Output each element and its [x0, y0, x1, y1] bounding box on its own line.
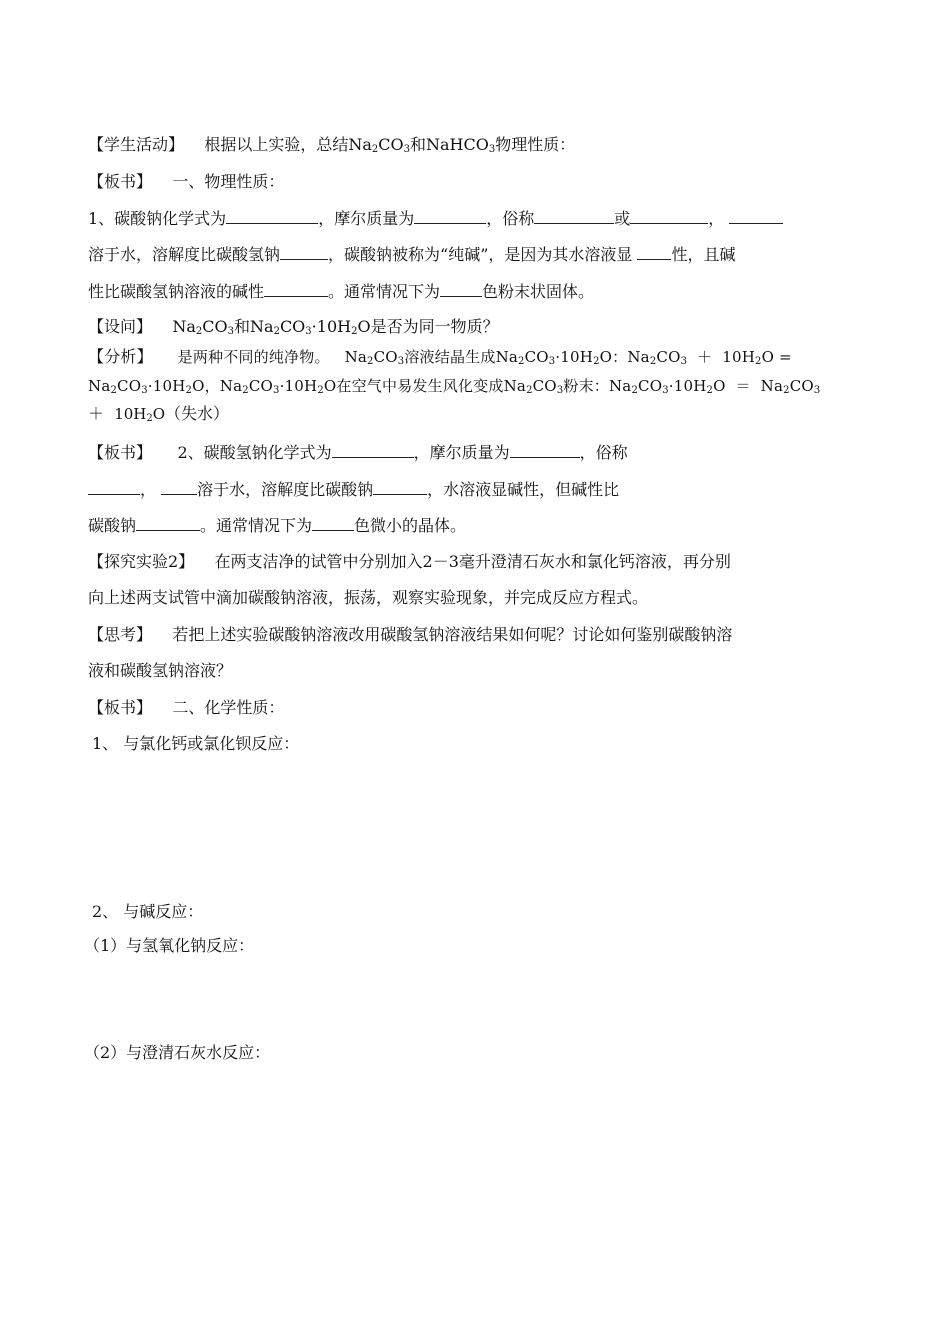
text: O: [599, 348, 613, 366]
text: O: [152, 405, 166, 423]
subscript: 2: [367, 356, 374, 367]
text: 1、碳酸钠化学式为: [88, 209, 227, 228]
subscript: 2: [273, 326, 280, 337]
bicarbonate-line-2: [88, 478, 619, 501]
subscript: 3: [397, 356, 405, 367]
text: CO: [524, 348, 549, 366]
text: ＋: [88, 404, 105, 423]
board-tag: 【板书】: [88, 698, 153, 717]
text: ，: [708, 209, 725, 228]
subscript: 2: [518, 356, 525, 367]
text: 在空气中易发生风化变成: [336, 377, 504, 395]
text: 溶液结晶生成: [404, 348, 496, 366]
text: CO: [248, 377, 274, 395]
activity-tag: 【学生活动】: [88, 135, 185, 154]
text: CO: [638, 377, 663, 395]
fill-blank[interactable]: [729, 207, 783, 224]
fill-blank[interactable]: [440, 280, 482, 297]
subscript: 2: [185, 385, 193, 396]
text: Na: [608, 377, 632, 395]
text: 在两支洁净的试管中分别加入2－3毫升澄清石灰水和氯化钙溶液，再分别: [214, 552, 731, 571]
question-line: [88, 316, 499, 338]
activity-text: CO: [378, 135, 404, 154]
think-line-1: [88, 624, 732, 646]
text: 和Na: [234, 317, 274, 336]
text: ＋: [697, 348, 713, 366]
subscript: 3: [273, 385, 280, 396]
text: ，: [140, 480, 157, 499]
text: CO: [279, 317, 306, 336]
subscript: 2: [242, 385, 249, 396]
subscript: 2: [755, 356, 762, 367]
subscript: 3: [662, 385, 669, 396]
board-text: 一、物理性质：: [172, 172, 285, 191]
text: Na: [503, 377, 527, 395]
board-heading-physical: [88, 171, 284, 193]
subscript: 3: [680, 356, 688, 367]
subscript: 2: [631, 385, 639, 396]
subscript: 2: [110, 385, 118, 396]
text: 是两种不同的纯净物。: [177, 348, 330, 366]
text: ，水溶液显碱性，但碱性比: [427, 480, 620, 499]
text: 色微小的晶体。: [354, 516, 467, 535]
text: CO: [532, 377, 557, 395]
fill-blank[interactable]: [373, 478, 427, 495]
text: O: [192, 377, 205, 395]
fill-blank[interactable]: [414, 207, 486, 224]
text: 10H: [722, 348, 755, 366]
fill-blank[interactable]: [637, 243, 671, 260]
text: 10H: [114, 405, 147, 423]
text: ·10H: [311, 317, 352, 336]
subscript: 3: [305, 326, 312, 337]
analysis-line-1: [88, 346, 792, 368]
subscript: 3: [488, 144, 496, 155]
fill-blank[interactable]: [161, 478, 197, 495]
text: ·10H: [279, 377, 318, 395]
text: 性，且碱: [671, 245, 736, 264]
text: CO: [789, 377, 814, 395]
subscript: 3: [227, 326, 235, 337]
fill-blank[interactable]: [312, 514, 354, 531]
text: O: [713, 377, 726, 395]
think-line-2: [88, 660, 232, 682]
fill-blank[interactable]: [136, 514, 200, 531]
text: ，碳酸钠被称为“纯碱”，是因为其水溶液显: [328, 245, 633, 264]
text: ·10H: [147, 377, 186, 395]
subscript: 2: [526, 385, 533, 396]
fill-blank[interactable]: [510, 441, 580, 458]
chem-item-2-1: [84, 935, 254, 957]
text: CO: [202, 317, 228, 336]
experiment-line-2: [88, 587, 648, 609]
carbonate-line-1: [88, 207, 783, 230]
student-activity-line: [88, 134, 575, 156]
text: 碳酸钠: [88, 516, 137, 535]
experiment-line-1: [88, 551, 731, 573]
chem-item-2-2: [84, 1042, 270, 1064]
text: ，俗称: [579, 443, 628, 462]
text: =: [779, 348, 792, 366]
carbonate-line-2: [88, 243, 736, 266]
subscript: 3: [141, 385, 148, 396]
fill-blank[interactable]: [264, 280, 328, 297]
board-tag: 【板书】: [88, 172, 153, 191]
text: 液和碳酸氢钠溶液？: [88, 661, 233, 680]
fill-blank[interactable]: [332, 441, 414, 458]
text: CO: [373, 348, 398, 366]
text: Na: [172, 317, 196, 336]
text: ，摩尔质量为: [318, 209, 415, 228]
text: 溶于水，溶解度比碳酸钠: [197, 480, 374, 499]
fill-blank[interactable]: [534, 207, 614, 224]
text: O是否为同一物质？: [357, 317, 499, 336]
analysis-tag: 【分析】: [88, 347, 153, 366]
board-text: 二、化学性质：: [172, 698, 285, 717]
text: ＝: [735, 377, 751, 395]
subscript: 3: [548, 356, 556, 367]
text: CO: [656, 348, 681, 366]
subscript: 2: [195, 326, 203, 337]
text: 。通常情况下为: [200, 516, 313, 535]
text: Na: [219, 377, 243, 395]
activity-text: 根据以上实验，总结Na: [204, 135, 372, 154]
board-heading-chemical: [88, 697, 284, 719]
text: 2、碳酸氢钠化学式为: [177, 443, 332, 462]
text: ，: [204, 377, 220, 395]
chem-item-2: [92, 901, 203, 923]
text: O: [761, 348, 775, 366]
analysis-line-2: [88, 375, 820, 397]
text: ，摩尔质量为: [413, 443, 510, 462]
subscript: 2: [783, 385, 790, 396]
text: Na: [88, 377, 111, 395]
carbonate-line-3: [88, 280, 594, 303]
subscript: 2: [649, 356, 657, 367]
text: CO: [117, 377, 142, 395]
subscript: 3: [813, 385, 821, 396]
text: （2）与澄清石灰水反应：: [84, 1043, 271, 1062]
text: 色粉末状固体。: [482, 282, 595, 301]
text: ，俗称: [486, 209, 535, 228]
subscript: 2: [351, 326, 358, 337]
subscript: 3: [556, 385, 564, 396]
fill-blank[interactable]: [280, 243, 328, 260]
bicarbonate-line-3: [88, 514, 466, 537]
text: （失水）: [165, 404, 230, 423]
text: 溶于水，溶解度比碳酸氢钠: [88, 245, 281, 264]
fill-blank[interactable]: [226, 207, 318, 224]
subscript: 2: [317, 385, 324, 396]
analysis-line-3: [88, 403, 229, 425]
activity-text: 物理性质：: [495, 135, 576, 154]
think-tag: 【思考】: [88, 625, 153, 644]
text: O: [323, 377, 337, 395]
board-tag: 【板书】: [88, 443, 153, 462]
subscript: 2: [146, 413, 153, 424]
text: 2、 与碱反应：: [92, 902, 204, 921]
chem-item-1: [92, 733, 299, 755]
text: ：: [612, 348, 628, 366]
text: Na: [760, 377, 784, 395]
text: ·10H: [668, 377, 707, 395]
text: Na: [627, 348, 650, 366]
text: ·10H: [555, 348, 594, 366]
bicarbonate-line-1: [88, 441, 628, 464]
text: 或: [614, 209, 631, 228]
activity-text: 和NaHCO: [410, 135, 489, 154]
fill-blank[interactable]: [630, 207, 708, 224]
subscript: 2: [593, 356, 600, 367]
subscript: 2: [371, 144, 379, 155]
text: Na: [495, 348, 519, 366]
text: 若把上述实验碳酸钠溶液改用碳酸氢钠溶液结果如何呢？讨论如何鉴别碳酸钠溶: [172, 625, 733, 644]
text: 向上述两支试管中滴加碳酸钠溶液，振荡，观察实验现象，并完成反应方程式。: [88, 588, 649, 607]
experiment-tag: 【探究实验2】: [88, 552, 195, 571]
fill-blank[interactable]: [88, 478, 140, 495]
subscript: 3: [403, 144, 411, 155]
subscript: 2: [706, 385, 714, 396]
text: 性比碳酸氢钠溶液的碱性: [88, 282, 265, 301]
text: 粉末：: [563, 377, 609, 395]
text: 1、 与氯化钙或氯化钡反应：: [92, 734, 300, 753]
question-tag: 【设问】: [88, 317, 153, 336]
text: 。通常情况下为: [328, 282, 441, 301]
text: （1）与氢氧化钠反应：: [84, 936, 255, 955]
text: Na: [344, 348, 368, 366]
